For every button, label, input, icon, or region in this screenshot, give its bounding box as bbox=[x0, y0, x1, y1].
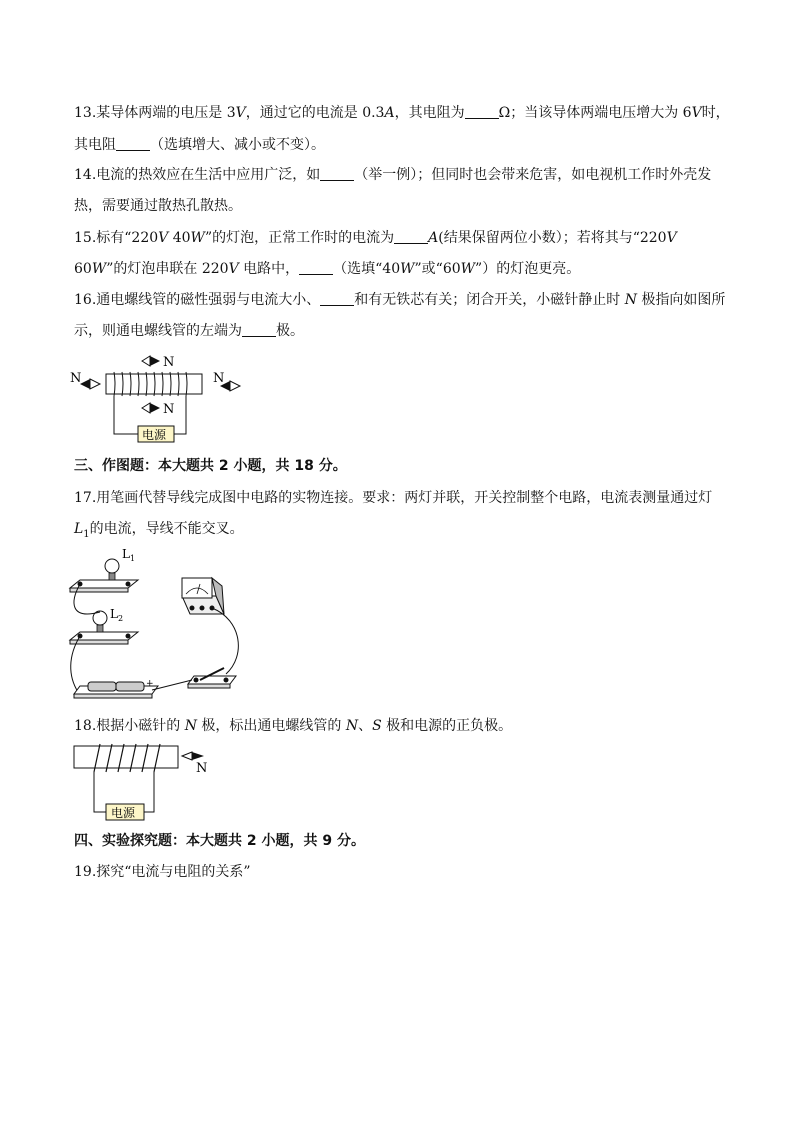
q13-unit-v: V bbox=[691, 105, 702, 121]
q15-text: 60 bbox=[74, 261, 92, 277]
q16-blank-2[interactable] bbox=[242, 322, 276, 337]
fig17-l1-terminal-right bbox=[126, 582, 131, 587]
q15-unit: W bbox=[400, 261, 415, 277]
q15-line2 bbox=[74, 259, 580, 279]
section-3-heading: 三、作图题：本大题共 2 小题，共 18 分。 bbox=[74, 458, 347, 474]
fig16-solenoid-core bbox=[106, 374, 202, 394]
q14-text: 热，需要通过散热孔散热。 bbox=[74, 198, 242, 214]
fig16-compass-top-south bbox=[142, 356, 150, 366]
q16-text: 极指向如图所 bbox=[636, 292, 726, 308]
fig16-label-n-left: N bbox=[70, 371, 82, 386]
q18-text: 极，标出通电螺线管的 bbox=[196, 718, 346, 734]
fig16-compass-left-south bbox=[90, 379, 100, 389]
q17-text: 17.用笔画代替导线完成图中电路的实物连接。要求：两灯并联，开关控制整个电路，电流表测量通过灯 bbox=[74, 490, 713, 506]
fig17-l2-terminal-right bbox=[126, 634, 131, 639]
fig16-label-n-bottom: N bbox=[163, 402, 175, 417]
fig18-solenoid-diagram bbox=[70, 742, 220, 822]
fig16-label-n-right: N bbox=[213, 371, 225, 386]
fig18-solenoid-core bbox=[74, 746, 178, 768]
q16-text: 16.通电螺线管的磁性强弱与电流大小、 bbox=[74, 292, 321, 308]
q15-unit: V bbox=[158, 230, 169, 246]
fig18-compass-north bbox=[192, 752, 204, 760]
fig16-wire-left bbox=[114, 396, 138, 434]
q14-blank[interactable] bbox=[320, 166, 354, 181]
q15-unit: W bbox=[460, 261, 476, 277]
q18-text: 18.根据小磁针的 bbox=[74, 718, 185, 734]
fig17-battery-plus: + bbox=[146, 679, 154, 689]
q14-line1 bbox=[74, 165, 711, 185]
q14-line2 bbox=[74, 196, 242, 216]
q15-text: (结果保留两位小数）；若将其与“220 bbox=[438, 230, 667, 246]
fig17-battery-base-edge bbox=[74, 694, 152, 698]
q14-text: 14.电流的热效应在生活中应用广泛，如 bbox=[74, 167, 321, 183]
q18-line1 bbox=[74, 716, 512, 736]
fig16-compass-bottom-north bbox=[150, 403, 160, 413]
q13-text: ，通过它的电流是 0.3 bbox=[245, 105, 385, 121]
fig17-ammeter-terminal-2 bbox=[200, 606, 205, 611]
q14-text: （举一例）；但同时也会带来危害，如电视机工作时外壳发 bbox=[354, 167, 712, 183]
q18-s: S bbox=[372, 718, 382, 734]
q15-text: 15.标有“220 bbox=[74, 230, 159, 246]
section-4-heading: 四、实验探究题：本大题共 2 小题，共 9 分。 bbox=[74, 833, 365, 849]
fig17-battery-cell-1 bbox=[88, 682, 116, 691]
q15-text: ”的灯泡串联在 220 bbox=[106, 261, 229, 277]
q15-unit: A bbox=[428, 230, 439, 246]
q15-text: 40 bbox=[168, 230, 191, 246]
fig17-switch-base-edge bbox=[188, 684, 230, 688]
q13-text: ，其电阻为 bbox=[394, 105, 465, 121]
q13-text: 其电阻 bbox=[74, 137, 116, 153]
fig16-compass-bottom-south bbox=[142, 403, 150, 413]
fig18-label-n: N bbox=[196, 761, 208, 776]
fig16-wire-right bbox=[174, 396, 186, 434]
q16-line2 bbox=[74, 321, 304, 341]
q18-text: 、 bbox=[358, 718, 373, 734]
q18-text: 极和电源的正负极。 bbox=[381, 718, 513, 734]
q15-text: ”或“60 bbox=[414, 261, 461, 277]
fig17-l1-label: $L_1$ bbox=[122, 547, 136, 563]
q18-n2: N bbox=[345, 718, 359, 734]
q13-line2 bbox=[74, 135, 325, 155]
q13-text: Ω；当该导体两端电压增大为 6 bbox=[498, 105, 692, 121]
q19-line1 bbox=[74, 862, 251, 882]
q13-unit-a: A bbox=[384, 105, 395, 121]
q15-blank-1[interactable] bbox=[394, 229, 428, 244]
fig16-compass-right-south bbox=[230, 381, 240, 391]
q15-text: ”）的灯泡更亮。 bbox=[475, 261, 581, 277]
fig16-power-label: 电源 bbox=[142, 428, 167, 442]
fig18-compass-south bbox=[182, 752, 192, 760]
fig17-wire-ammeter-switch bbox=[212, 608, 238, 674]
q16-text: 和有无铁芯有关；闭合开关，小磁针静止时 bbox=[354, 292, 625, 308]
q13-text: 13.某导体两端的电压是 3 bbox=[74, 105, 236, 121]
q13-blank-2[interactable] bbox=[116, 136, 150, 151]
q15-unit: W bbox=[190, 230, 205, 246]
section-4-title bbox=[74, 831, 365, 851]
q15-text: 电路中， bbox=[238, 261, 300, 277]
q15-line1 bbox=[74, 228, 677, 248]
q17-line2 bbox=[74, 519, 244, 545]
fig16-compass-left-north bbox=[80, 379, 90, 389]
q19-text: 19.探究“电流与电阻的关系” bbox=[74, 864, 251, 880]
q16-line1 bbox=[74, 290, 725, 310]
q18-n: N bbox=[184, 718, 197, 734]
fig17-l1-base-edge bbox=[70, 588, 128, 592]
q15-unit: V bbox=[228, 261, 239, 277]
q16-n: N bbox=[624, 292, 637, 308]
q15-unit: W bbox=[91, 261, 107, 277]
q17-line1 bbox=[74, 488, 712, 508]
section-3-title bbox=[74, 456, 347, 476]
q15-unit: V bbox=[666, 230, 677, 246]
q17-l: L bbox=[74, 521, 84, 537]
fig17-l2-label: $L_2$ bbox=[110, 607, 124, 623]
fig17-battery-cell-2 bbox=[116, 682, 144, 691]
fig17-l2-base-edge bbox=[70, 640, 128, 644]
fig16-solenoid-diagram bbox=[68, 350, 248, 444]
fig17-wire-battery-switch bbox=[152, 680, 192, 690]
q16-text: 极。 bbox=[276, 323, 304, 339]
fig16-compass-top-north bbox=[150, 356, 160, 366]
q15-text: （选填“40 bbox=[333, 261, 401, 277]
q13-line1 bbox=[74, 103, 730, 123]
q13-text: 时， bbox=[701, 105, 730, 121]
q13-blank-1[interactable] bbox=[465, 104, 499, 119]
q16-blank-1[interactable] bbox=[320, 291, 354, 306]
fig17-l1-socket bbox=[109, 573, 115, 580]
fig17-circuit-diagram bbox=[66, 546, 256, 704]
fig17-l1-bulb bbox=[105, 559, 119, 573]
fig17-switch-terminal-1 bbox=[194, 678, 199, 683]
q13-unit-v: V bbox=[235, 105, 246, 121]
q15-text: ”的灯泡，正常工作时的电流为 bbox=[204, 230, 395, 246]
fig17-l2-socket bbox=[97, 625, 103, 632]
fig18-power-label: 电源 bbox=[111, 806, 136, 820]
fig17-switch-terminal-2 bbox=[224, 678, 229, 683]
fig16-label-n-top: N bbox=[163, 355, 175, 370]
q16-text: 示，则通电螺线管的左端为 bbox=[74, 323, 242, 339]
q17-sub: 1 bbox=[83, 528, 90, 540]
q15-blank-2[interactable] bbox=[299, 260, 333, 275]
fig17-ammeter-terminal-1 bbox=[190, 606, 195, 611]
q13-text: （选填增大、减小或不变）。 bbox=[150, 137, 325, 153]
q17-text: 的电流，导线不能交叉。 bbox=[89, 521, 244, 537]
